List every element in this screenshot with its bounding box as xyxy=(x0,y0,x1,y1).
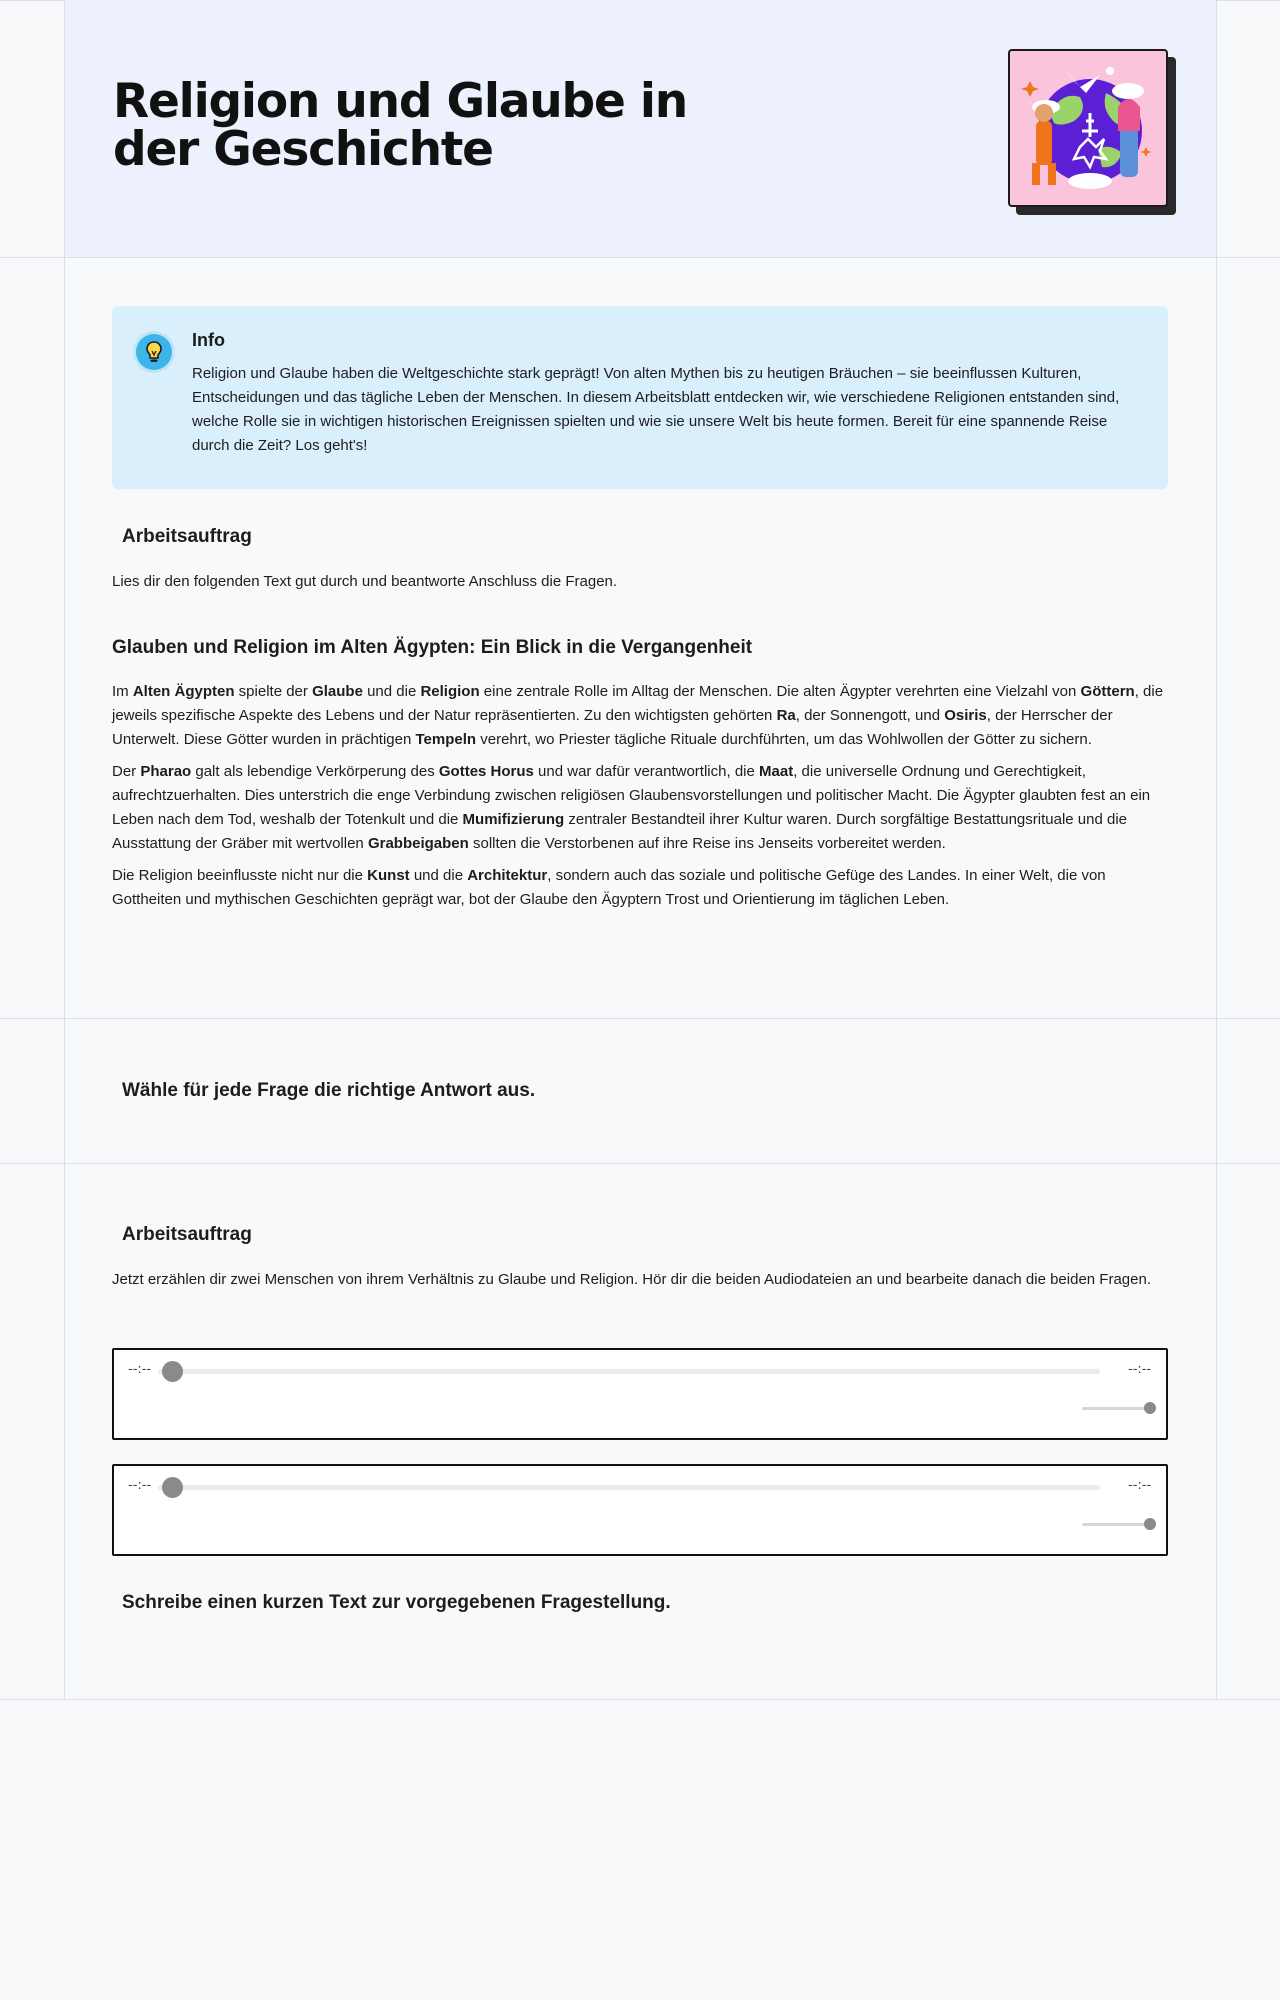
page-header xyxy=(65,0,1216,257)
text-run: zentraler Bestandteil ihrer Kultur waren. Durch sorgfältige Bestattungsrituale und die Ausstattung der Gräber mit wertvollen xyxy=(112,811,1128,852)
text-run: Die Religion beeinflusste nicht nur die xyxy=(112,867,368,884)
bold-term: Religion xyxy=(420,683,480,700)
lightbulb-icon xyxy=(136,334,172,370)
text-run: , der Herrscher der Unterwelt. Diese Götter wurden in prächtigen xyxy=(112,707,1113,748)
page-title: Religion und Glaube in der Geschichte xyxy=(113,74,687,177)
text-run: , die jeweils spezifische Aspekte des Lebens und der Natur repräsentierten. Zu den wichtigsten gehörten xyxy=(112,683,1164,724)
article-paragraph-2 xyxy=(112,760,1172,856)
worksheet-logo xyxy=(1008,49,1178,217)
bold-term: Glaube xyxy=(312,683,363,700)
task1-heading: Arbeitsauftrag xyxy=(122,526,252,547)
audio-progress-track[interactable] xyxy=(158,1369,1100,1374)
bold-term: Ra xyxy=(776,707,796,724)
audio-player-1[interactable] xyxy=(112,1348,1168,1440)
audio-progress-knob[interactable] xyxy=(162,1361,183,1382)
text-run: sollten die Verstorbenen auf ihre Reise ins Jenseits vorbereitet werden. xyxy=(468,835,946,852)
audio-volume-knob[interactable] xyxy=(1144,1518,1156,1530)
bold-term: Architektur xyxy=(467,867,548,884)
article-body xyxy=(112,680,1172,920)
audio-volume-knob[interactable] xyxy=(1144,1402,1156,1414)
bold-term: Osiris xyxy=(944,707,987,724)
info-box xyxy=(112,306,1168,489)
info-title: Info xyxy=(192,330,225,350)
bold-term: Gottes Horus xyxy=(438,763,534,780)
article-paragraph-1 xyxy=(112,680,1172,752)
bold-term: Mumifizierung xyxy=(462,811,565,828)
text-run: galt als lebendige Verkörperung des xyxy=(191,763,439,780)
bold-term: Kunst xyxy=(367,867,410,884)
text-run: und war dafür verantwortlich, die xyxy=(533,763,760,780)
text-run: , der Sonnengott, und xyxy=(795,707,945,724)
audio-player-2[interactable] xyxy=(112,1464,1168,1556)
audio-duration: --:-- xyxy=(1128,1478,1152,1493)
article-heading: Glauben und Religion im Alten Ägypten: Ein Blick in die Vergangenheit xyxy=(112,637,753,658)
question1-heading: Wähle für jede Frage die richtige Antwort aus. xyxy=(122,1080,536,1101)
text-run: , die universelle Ordnung und Gerechtigkeit, aufrechtzuerhalten. Dies unterstrich die enge Verbindung zwischen religiösen Glaubensvorstellungen und politischer Macht. Die Ägypter glaubten fest an ein Leben nach dem Tod, weshalb der Totenkult und die xyxy=(112,763,1151,828)
text-run: und die xyxy=(362,683,421,700)
audio-current-time: --:-- xyxy=(128,1478,152,1493)
logo-card xyxy=(1008,49,1168,207)
text-run: eine zentrale Rolle im Alltag der Menschen. Die alten Ägypter verehrten eine Vielzahl von xyxy=(479,683,1081,700)
bold-term: Tempeln xyxy=(415,731,477,748)
text-run: und die xyxy=(409,867,468,884)
audio-volume-slider[interactable] xyxy=(1082,1407,1152,1410)
task2-text: Jetzt erzählen dir zwei Menschen von ihrem Verhältnis zu Glaube und Religion. Hör dir die beiden Audiodateien an und bearbeite danach die beiden Fragen. xyxy=(112,1271,1151,1288)
bold-term: Pharao xyxy=(140,763,192,780)
text-run: Im xyxy=(112,683,133,700)
audio-current-time: --:-- xyxy=(128,1362,152,1377)
bold-term: Göttern xyxy=(1080,683,1135,700)
task1-text: Lies dir den folgenden Text gut durch und beantworte Anschluss die Fragen. xyxy=(112,573,618,590)
religions-illustration xyxy=(1010,51,1166,205)
bold-term: Maat xyxy=(759,763,794,780)
question2-heading: Schreibe einen kurzen Text zur vorgegebenen Fragestellung. xyxy=(122,1592,671,1613)
worksheet-content xyxy=(65,258,1216,1700)
text-run: , sondern auch das soziale und politische Gefüge des Landes. In einer Welt, die von Gottheiten und mythischen Geschichten geprägt war, bot der Glaube den Ägyptern Trost und Orientierung im täglichen Leben. xyxy=(112,867,1106,908)
article-paragraph-3 xyxy=(112,864,1172,912)
info-text: Religion und Glaube haben die Weltgeschichte stark geprägt! Von alten Mythen bis zu heutigen Bräuchen – sie beeinflussen Kulturen, Entscheidungen und das tägliche Leben der Menschen. In diesem Arbeitsblatt entdecken wir, wie verschiedene Religionen entstanden sind, welche Rolle sie in wichtigen historischen Ereignissen spielten und wie sie unsere Welt bis heute formen. Bereit für eine spannende Reise durch die Zeit? Los geht's! xyxy=(192,365,1120,454)
audio-progress-track[interactable] xyxy=(158,1485,1100,1490)
audio-volume-slider[interactable] xyxy=(1082,1523,1152,1526)
audio-progress-knob[interactable] xyxy=(162,1477,183,1498)
text-run: spielte der xyxy=(234,683,313,700)
bold-term: Alten Ägypten xyxy=(132,683,235,700)
grid-line-right xyxy=(1216,0,1217,1700)
audio-duration: --:-- xyxy=(1128,1362,1152,1377)
text-run: verehrt, wo Priester tägliche Rituale durchführten, um das Wohlwollen der Götter zu sichern. xyxy=(476,731,1092,748)
task2-heading: Arbeitsauftrag xyxy=(122,1224,252,1245)
bold-term: Grabbeigaben xyxy=(367,835,469,852)
text-run: Der xyxy=(112,763,141,780)
